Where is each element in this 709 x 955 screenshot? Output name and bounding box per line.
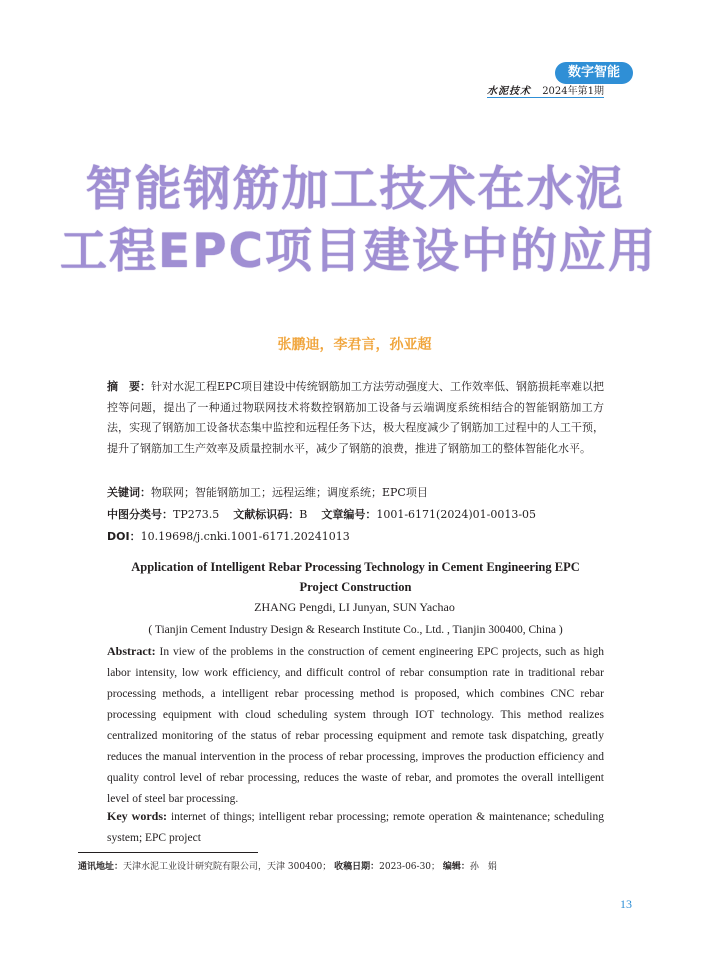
authors-chinese: 张鹏迪，李君言，孙亚超 bbox=[277, 337, 432, 353]
received-value: 2023-06-30； bbox=[379, 862, 441, 872]
english-title-line-1: Application of Intelligent Rebar Processing Technology in Cement Engineering EPC bbox=[131, 560, 580, 574]
article-title-line-1: 智能钢筋加工技术在水泥 bbox=[85, 162, 625, 217]
english-keywords bbox=[107, 806, 604, 849]
doi-line bbox=[107, 528, 607, 544]
section-badge: 数字智能 bbox=[555, 62, 633, 84]
editor-value: 孙 娟 bbox=[469, 862, 497, 872]
article-number-label: 文章编号： bbox=[321, 508, 377, 521]
chinese-abstract bbox=[107, 377, 604, 460]
doi-value: 10.19698/j.cnki.1001-6171.20241013 bbox=[140, 530, 350, 543]
running-header bbox=[487, 82, 604, 97]
english-authors: ZHANG Pengdi, LI Junyan, SUN Yachao bbox=[254, 600, 455, 614]
keywords-label: 关键词： bbox=[107, 486, 151, 499]
clc-label: 中图分类号： bbox=[107, 508, 173, 521]
article-number-value: 1001-6171(2024)01-0013-05 bbox=[376, 508, 537, 521]
footnote bbox=[78, 859, 497, 872]
issue-info: 2024年第1期 bbox=[542, 86, 604, 97]
english-abstract bbox=[107, 641, 604, 810]
english-title-line-2: Project Construction bbox=[299, 580, 412, 594]
clc-value: TP273.5 bbox=[173, 508, 220, 521]
english-abstract-text: In view of the problems in the construction of cement engineering EPC projects, such as high labor intensity, low work efficiency, and difficult control of rebar consumption rate in traditional rebar processing methods, a intelligent rebar processing method is proposed, which combines CNC rebar processing equipment with cloud scheduling system through IOT technology. This method realizes centralized monitoring of the status of rebar processing equipment and remote task dispatching, greatly reduces the manual intervention in the process of rebar processing, improves the production efficiency and quality control level of rebar processing, reduces the waste of rebar, and promotes the overall intelligent level of steel bar processing. bbox=[107, 646, 605, 805]
doi-label: DOI： bbox=[107, 530, 141, 543]
address-value: 天津水泥工业设计研究院有限公司，天津 300400； bbox=[123, 862, 332, 872]
english-abstract-label: Abstract: bbox=[107, 644, 156, 658]
received-label: 收稿日期： bbox=[334, 862, 380, 872]
article-title-line-2: 工程EPC项目建设中的应用 bbox=[60, 224, 658, 279]
keywords-text: 物联网；智能钢筋加工；远程运维；调度系统；EPC项目 bbox=[151, 486, 428, 499]
doc-code-label: 文献标识码： bbox=[233, 508, 300, 521]
english-keywords-text: internet of things; intelligent rebar processing; remote operation & maintenance; scheduling system; EPC project bbox=[107, 811, 605, 844]
page-number: 13 bbox=[620, 897, 632, 911]
doc-code-value: B bbox=[299, 508, 308, 521]
chinese-keywords bbox=[107, 484, 607, 500]
english-keywords-label: Key words: bbox=[107, 809, 168, 823]
english-affiliation: ( Tianjin Cement Industry Design & Research Institute Co., Ltd. , Tianjin 300400, China ) bbox=[148, 624, 563, 636]
abstract-text: 针对水泥工程EPC项目建设中传统钢筋加工方法劳动强度大、工作效率低、钢筋损耗率难以把控等问题，提出了一种通过物联网技术将数控钢筋加工设备与云端调度系统相结合的智能钢筋加工方法，实现了钢筋加工设备状态集中监控和远程任务下达，极大程度减少了钢筋加工过程中的人工干预，提升了钢筋加工生产效率及质量控制水平，减少了钢筋的浪费，推进了钢筋加工的整体智能化水平。 bbox=[107, 380, 604, 456]
address-label: 通讯地址： bbox=[78, 862, 124, 872]
classification-line bbox=[107, 506, 607, 522]
footnote-rule bbox=[78, 852, 258, 853]
editor-label: 编辑： bbox=[442, 862, 470, 872]
header-rule bbox=[487, 97, 604, 98]
journal-name: 水泥技术 bbox=[487, 86, 531, 97]
abstract-label: 摘 要： bbox=[107, 380, 152, 393]
